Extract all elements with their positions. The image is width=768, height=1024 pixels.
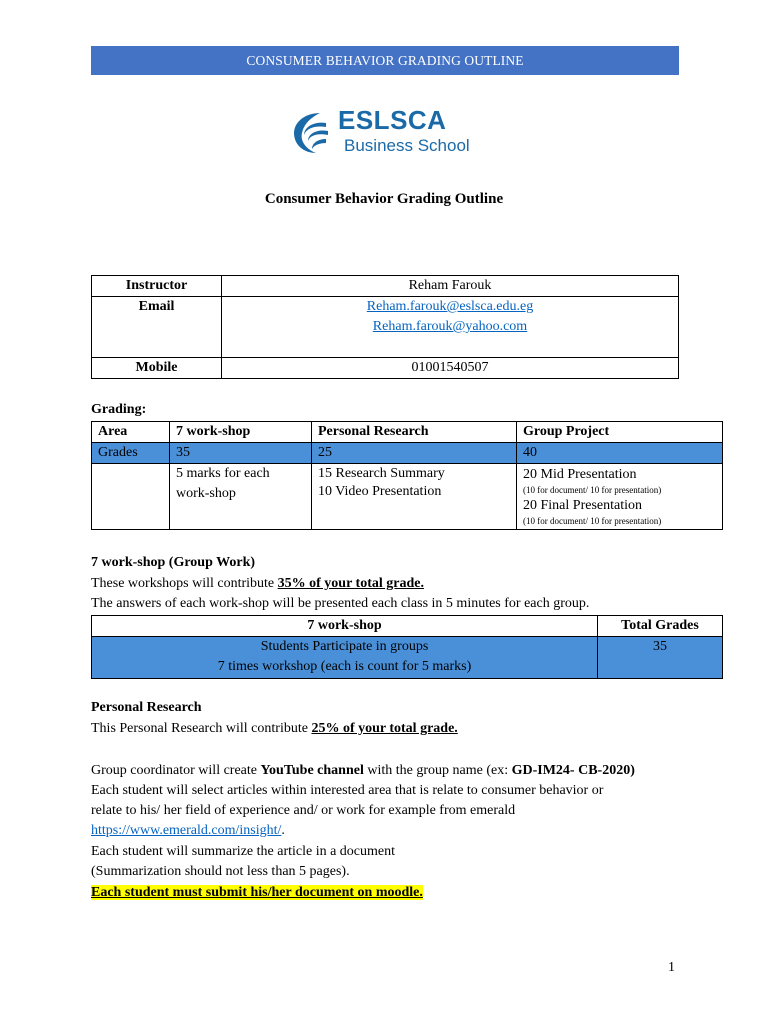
workshop-heading: 7 work-shop (Group Work) (91, 555, 256, 570)
instructor-label: Instructor (92, 276, 222, 297)
detail-project-line2: 20 Final Presentation (523, 498, 642, 513)
grades-row (92, 443, 723, 464)
grading-header-research: Personal Research (312, 422, 517, 443)
detail-project-line1: 20 Mid Presentation (523, 467, 637, 482)
workshop-contribution (91, 574, 424, 594)
mobile-label: Mobile (92, 358, 222, 379)
research-paragraph-line1: Each student will select articles within interested area that is relate to consumer behavior or (91, 783, 604, 798)
logo-swirl-icon (290, 109, 332, 155)
workshop-table-header: 7 work-shop (92, 616, 598, 637)
instructor-name: Reham Farouk (222, 276, 679, 297)
email-link-yahoo[interactable]: Reham.farouk@yahoo.com (372, 319, 528, 334)
research-contribution-emphasis: 25% of your total grade. (311, 721, 458, 736)
coordinator-mid-text: with the group name (ex: (363, 763, 512, 778)
workshop-table-row (92, 637, 723, 679)
workshop-table-description (92, 637, 598, 679)
workshop-row-line2: 7 times workshop (each is count for 5 marks) (217, 659, 472, 674)
research-paragraph-line2: relate to his/ her field of experience and/ or work for example from emerald (91, 803, 516, 818)
document-header-bar (91, 46, 679, 75)
detail-project-note2: (10 for document/ 10 for presentation) (523, 516, 662, 526)
research-contribution-text: This Personal Research will contribute (91, 721, 312, 736)
emerald-link[interactable]: https://www.emerald.com/insight/ (91, 823, 282, 838)
coordinator-text: Group coordinator will create (91, 763, 261, 778)
youtube-channel-text: YouTube channel (260, 763, 364, 778)
detail-empty-cell (92, 464, 170, 530)
logo-name: ESLSCA (338, 105, 447, 135)
detail-project (517, 464, 723, 530)
email-link-eslsca[interactable]: Reham.farouk@eslsca.edu.eg (366, 299, 534, 314)
emerald-link-suffix: . (281, 823, 285, 838)
email-label: Email (92, 297, 222, 358)
grading-header-project: Group Project (517, 422, 723, 443)
detail-workshop-line2: work-shop (176, 486, 236, 501)
email-cell (222, 297, 679, 358)
grading-table (91, 421, 723, 530)
submission-note (91, 883, 423, 903)
research-contribution (91, 719, 458, 739)
grading-heading: Grading: (91, 402, 147, 417)
grading-header-workshop: 7 work-shop (170, 422, 312, 443)
workshop-description: The answers of each work-shop will be presented each class in 5 minutes for each group. (91, 596, 590, 611)
eslsca-logo (290, 106, 480, 158)
total-grades-header: Total Grades (598, 616, 723, 637)
grades-research: 25 (312, 443, 517, 464)
research-heading: Personal Research (91, 700, 202, 715)
workshop-contribution-emphasis: 35% of your total grade. (277, 576, 424, 591)
workshop-table (91, 615, 723, 679)
workshop-row-line1: Students Participate in groups (260, 639, 429, 654)
logo-subtitle: Business School (344, 136, 470, 155)
grading-header-area: Area (92, 422, 170, 443)
page-title: Consumer Behavior Grading Outline (264, 191, 504, 207)
detail-research (312, 464, 517, 530)
detail-research-line1: 15 Research Summary (318, 466, 445, 481)
detail-workshop (170, 464, 312, 530)
detail-workshop-line1: 5 marks for each (176, 466, 270, 481)
coordinator-instruction (91, 761, 635, 781)
instructor-info-table (91, 275, 679, 379)
research-paragraph-line3: Each student will summarize the article in a document (91, 844, 396, 859)
research-paragraph-line4: (Summarization should not less than 5 pages). (91, 864, 350, 879)
detail-project-note1: (10 for document/ 10 for presentation) (523, 485, 662, 495)
grades-project: 40 (517, 443, 723, 464)
detail-research-line2: 10 Video Presentation (318, 484, 442, 499)
group-code-example: GD-IM24- CB-2020) (511, 763, 635, 778)
grades-workshop: 35 (170, 443, 312, 464)
emerald-link-line (91, 821, 285, 841)
grading-detail-row (92, 464, 723, 530)
mobile-number: 01001540507 (222, 358, 679, 379)
submission-highlight: Each student must submit his/her document on moodle. (91, 885, 423, 900)
grades-label: Grades (92, 443, 170, 464)
workshop-total: 35 (598, 637, 723, 679)
page-number: 1 (668, 960, 675, 975)
header-title: CONSUMER BEHAVIOR GRADING OUTLINE (246, 52, 524, 68)
workshop-contribution-text: These workshops will contribute (91, 576, 278, 591)
